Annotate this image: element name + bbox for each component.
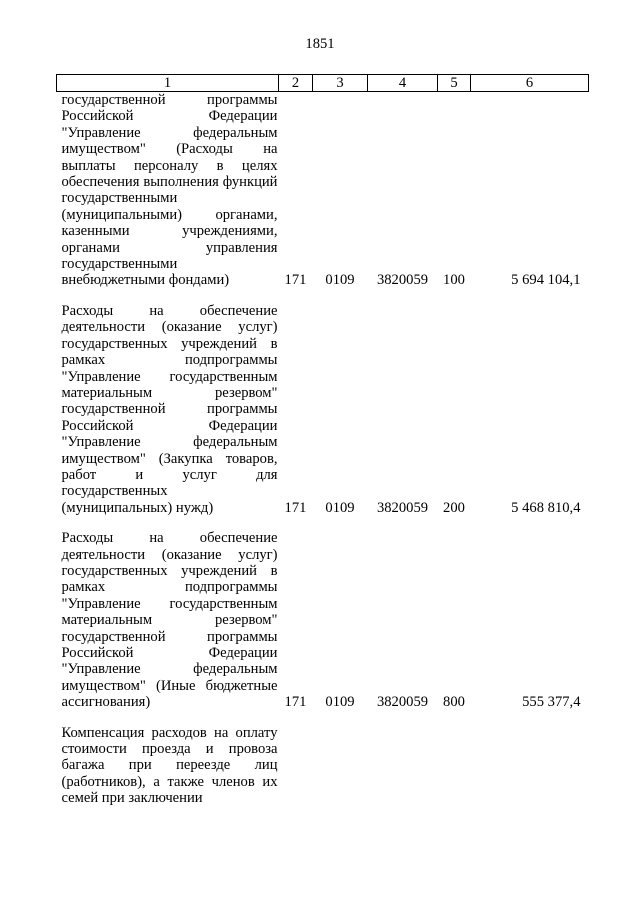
header-col-5: 5 — [438, 75, 471, 92]
row-col-5: 100 — [443, 272, 465, 289]
row-col-2: 171 — [284, 499, 307, 516]
row-description: Расходы на обеспечение деятельности (оказание услуг) государственных учреждений в рамках подпрограммы "Управление государственным материальным резервом" государственной программы Российской Федерации "Управление федеральным имуществом" (Закупка товаров, работ и услуг для государственных (муниципальных) нужд) — [61, 302, 278, 516]
row-col-4: 3820059 — [376, 272, 429, 289]
row-description: Компенсация расходов на оплату стоимости проезда и провоза багажа при переезде лиц (работников), а также членов их семей при заключении — [61, 724, 278, 807]
row-col-3: 0109 — [325, 499, 355, 516]
row-col-4 — [368, 711, 438, 807]
header-row — [57, 75, 589, 92]
row-col-3: 0109 — [325, 272, 355, 289]
row-amount: 5 694 104,1 — [511, 272, 581, 289]
row-col-3 — [313, 711, 368, 807]
row-col-5 — [438, 711, 471, 807]
row-amount: 555 377,4 — [522, 694, 581, 711]
row-amount — [471, 711, 589, 807]
row-col-4: 3820059 — [376, 499, 429, 516]
header-col-1: 1 — [57, 75, 279, 92]
row-col-2 — [279, 711, 313, 807]
row-col-5: 200 — [443, 499, 465, 516]
table-row — [57, 92, 589, 289]
row-col-2: 171 — [284, 694, 307, 711]
header-col-3: 3 — [313, 75, 368, 92]
budget-table — [56, 74, 589, 807]
header-col-2: 2 — [279, 75, 313, 92]
table-row — [57, 711, 589, 807]
header-col-4: 4 — [368, 75, 438, 92]
row-amount: 5 468 810,4 — [511, 499, 581, 516]
header-col-6: 6 — [471, 75, 589, 92]
table-row — [57, 516, 589, 710]
row-col-5: 800 — [443, 694, 465, 711]
table-row — [57, 289, 589, 516]
row-col-4: 3820059 — [376, 694, 429, 711]
row-col-3: 0109 — [325, 694, 355, 711]
row-description: Расходы на обеспечение деятельности (оказание услуг) государственных учреждений в рамках подпрограммы "Управление государственным материальным резервом" государственной программы Российской Федерации "Управление федеральным имуществом" (Иные бюджетные ассигнования) — [61, 530, 278, 711]
page-number: 1851 — [305, 36, 335, 52]
row-description: государственной программы Российской Федерации "Управление федеральным имуществом" (Расходы на выплаты персоналу в целях обеспечения выполнения функций государственными (муниципальными) органами, казенными учреждениями, органами управления государственными внебюджетными фондами) — [61, 92, 278, 289]
row-col-2: 171 — [284, 272, 307, 289]
